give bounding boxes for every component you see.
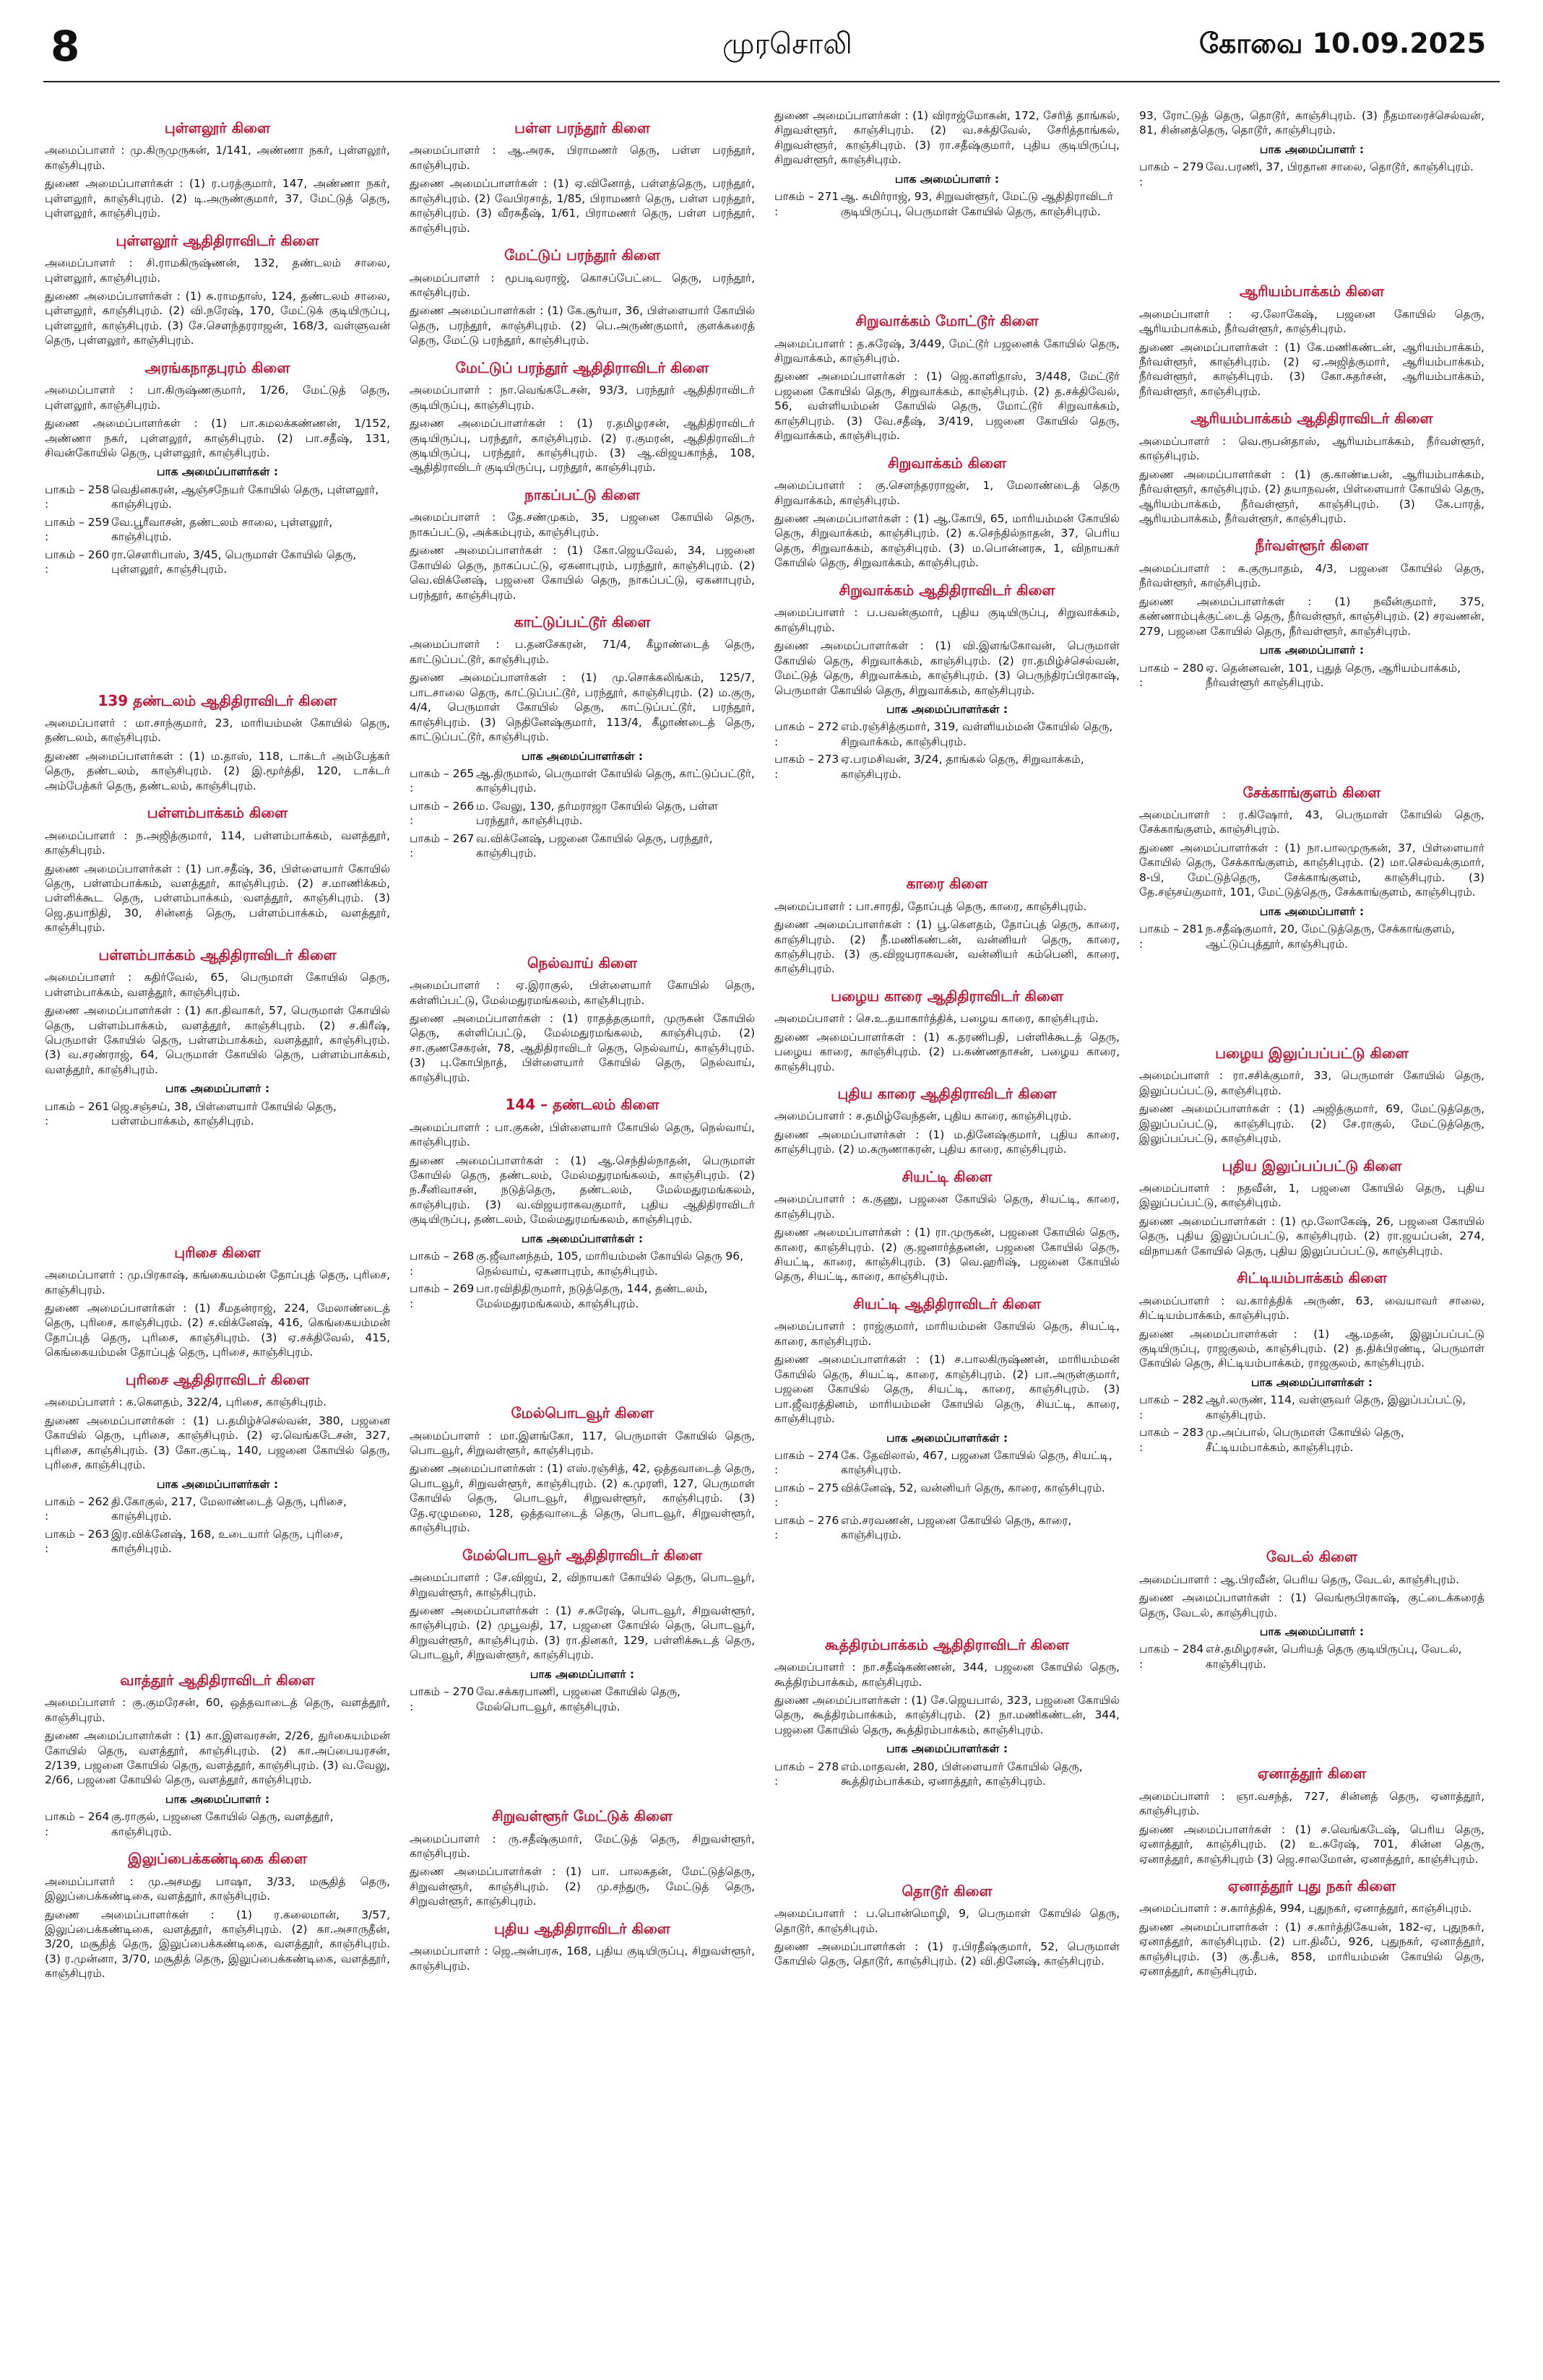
ward-coordinator: கு.ஜீவானந்தம், 105, மாரியம்மன் கோயில் தெரு 96, நெல்வாய், ஏகனாபுரம், காஞ்சிபுரம்.: [476, 1250, 744, 1278]
spacer: [410, 1314, 755, 1393]
spacer: [774, 1546, 1120, 1625]
section-subheading: பாக அமைப்பாளர்கள் :: [156, 465, 279, 479]
branch-heading: சிறுவாக்கம் கிளை: [888, 454, 1006, 472]
office-bearer-entry: அமைப்பாளர் : பா.குகன், பிள்ளையார் கோயில் தெரு, நெல்வாய், காஞ்சிபுரம்.: [410, 1120, 755, 1149]
office-bearer-entry: அமைப்பாளர் : ந.அஜித்குமார், 114, பள்ளம்பாக்கம், வளத்தூர், காஞ்சிபுரம்.: [45, 828, 390, 857]
spacer: [1139, 1458, 1484, 1537]
section-subheading: பாக அமைப்பாளர் :: [1259, 142, 1365, 156]
office-bearer-entry: அமைப்பாளர் : நதவீன், 1, பஜனை கோயில் தெரு, புதிய இலுப்பப்பட்டு, காஞ்சிபுரம்.: [1139, 1182, 1484, 1210]
office-bearer-entry: அமைப்பாளர் : மூபடிவராஜ், கொசப்பேட்டை தெரு, பரந்தூர், காஞ்சிபுரம்.: [410, 271, 755, 299]
office-bearer-entry: துணை அமைப்பாளர்கள் : (1) மூ.லோகேஷ், 26, பஜனை கோயில் தெரு, புதிய இலுப்பப்பட்டு, காஞ்சிபுரம். (2) ரா.ஜயப்பன், 274, விநாயகர் கோயில் தெரு, புதிய இலுப்பப்பட்டு, காஞ்சிபுரம்.: [1139, 1214, 1484, 1258]
branch-heading: புரிசை ஆதிதிராவிடர் கிளை: [125, 1370, 310, 1388]
branch-heading: இலுப்பைக்கண்டிகை கிளை: [128, 1850, 307, 1868]
ward-entry: [1139, 1642, 1484, 1671]
spacer: [774, 784, 1120, 864]
office-bearer-entry: அமைப்பாளர் : ஜெ.அன்பரசு, 168, புதிய குடியிருப்பு, சிறுவள்ளூர், காஞ்சிபுரம்.: [410, 1944, 755, 1973]
ward-coordinator: ஆர்.லருண், 114, வள்ளுவர் தெரு, இலுப்பப்பட்டு, காஞ்சிபுரம்.: [1206, 1393, 1466, 1421]
ward-number: பாகம் – 278 :: [774, 1760, 839, 1788]
ward-entry: [1139, 922, 1484, 951]
ward-number: பாகம் – 276 :: [774, 1513, 839, 1542]
office-bearer-entry: அமைப்பாளர் : ஆ.அரசு, பிராமணர் தெரு, பள்ள பரந்தூர், காஞ்சிபுரம்.: [410, 144, 755, 172]
spacer: [1139, 954, 1484, 1034]
branch-heading: நெல்வாய் கிளை: [527, 953, 638, 972]
header-rule: [43, 81, 1500, 82]
ward-entry: [45, 1527, 390, 1557]
office-bearer-entry: துணை அமைப்பாளர்கள் : (1) நா.பாலமுருகன், 37, பிள்ளையார் கோயில் தெரு, சேக்காங்குளம், காஞ்சிபுரம். (2) மா.செல்வக்குமார், 8-பி, மேட்டுத்தெரு, சேக்காங்குளம், காஞ்சிபுரம். (3) தே.சஞ்சய்குமார், 101, மேட்டுத்தெரு, சேக்காங்குளம், காஞ்சிபுரம்.: [1139, 841, 1484, 899]
ward-coordinator: இர.விக்னேஷ், 168, உடையார் தெரு, புரிசை, காஞ்சிபுரம்.: [111, 1527, 343, 1556]
branch-heading: சியட்டி கிளை: [902, 1167, 993, 1185]
ward-coordinator: ம. வேலு, 130, தர்மராஜா கோயில் தெரு, பள்ள பரந்தூர், காஞ்சிபுரம்.: [476, 799, 718, 828]
ward-entry: [774, 752, 1120, 782]
section-subheading: பாக அமைப்பாளர்கள் :: [156, 1477, 279, 1491]
branch-heading: நீர்வள்ளூர் கிளை: [1255, 537, 1369, 555]
ward-entry: [45, 1809, 390, 1839]
ward-coordinator: விக்னேஷ், 52, வன்னியர் தெரு, காரை, காஞ்சிபுரம்.: [841, 1481, 1105, 1494]
section-subheading: பாக அமைப்பாளர் :: [1259, 1624, 1365, 1638]
office-bearer-entry: அமைப்பாளர் : சே.விஜய், 2, விநாயகர் கோயில் தெரு, பொடவூர், சிறுவள்ளூர், காஞ்சிபுரம்.: [410, 1571, 755, 1599]
office-bearer-entry: துணை அமைப்பாளர்கள் : (1) பா. பாலசுதன், மேட்டுத்தெரு, சிறுவள்ளூர், காஞ்சிபுரம். (2) மு.சந்துரு, மேட்டுத் தெரு, சிறுவள்ளூர், காஞ்சிபுரம்.: [410, 1865, 755, 1908]
office-bearer-entry: துணை அமைப்பாளர்கள் : (1) கே.சூர்யா, 36, பிள்ளையார் கோயில் தெரு, பரந்தூர், காஞ்சிபுரம். (2) பெ.அருண்குமார், குளக்கரைத் தெரு, மேட்டு பரந்தூர், காஞ்சிபுரம்.: [410, 304, 755, 347]
spacer: [45, 1559, 390, 1661]
spacer: [1139, 693, 1484, 773]
office-bearer-entry: துணை அமைப்பாளர்கள் : (1) ர.கலைமான், 3/57, இலுப்பைக்கண்டிகை, வளத்தூர், காஞ்சிபுரம். (2) கா.அசாருதீன், 3/20, மசூதித் தெரு, இலுப்பைக்கண்டிகை, வளத்தூர், காஞ்சிபுரம். (3) ர.முன்னா, 3/70, மசூதித் தெரு, இலுப்பைக்கண்டிகை, வளத்தூர், காஞ்சிபுரம்.: [45, 1908, 390, 1981]
office-bearer-entry: துணை அமைப்பாளர்கள் : (1) ராதத்தகுமார், முருகன் கோயில் தெரு, கள்ளிப்பட்டு, மேல்மதுரமங்கலம், காஞ்சிபுரம். (2) சா.குணசேகரன், 78, ஆதிதிராவிடர் தெரு, நெல்வாய், காஞ்சிபுரம். (3) பு.கோபிநாத், பிள்ளையார் கோயில் தெரு, நெல்வாய், காஞ்சிபுரம்.: [410, 1012, 755, 1084]
office-bearer-entry: அமைப்பாளர் : தே.சண்முகம், 35, பஜனை கோயில் தெரு, நாகப்பட்டு, அக்கம்புரம், காஞ்சிபுரம்.: [410, 511, 755, 539]
branch-heading: பள்ளம்பாக்கம் ஆதிதிராவிடர் கிளை: [98, 945, 337, 964]
ward-coordinator: ரா.சௌரிபாஸ், 3/45, பெருமாள் கோயில் தெரு, புள்ளலூர், காஞ்சிபுரம்.: [111, 548, 357, 576]
section-subheading: பாக அமைப்பாளர் :: [165, 1792, 270, 1806]
spacer: [410, 864, 755, 943]
ward-entry: [774, 719, 1120, 749]
office-bearer-entry: துணை அமைப்பாளர்கள் : (1) ஏ.வினோத், பள்ளத்தெரு, பரந்தூர், காஞ்சிபுரம். (2) வேபிரசாத், 1/85, பிராமணர் தெரு, பள்ள பரந்தூர், காஞ்சிபுரம். (3) வீரசுதீஷ், 1/61, பிராமணர் தெரு, பள்ள பரந்தூர், காஞ்சிபுரம்.: [410, 177, 755, 235]
office-bearer-entry: துணை அமைப்பாளர்கள் : (1) மு.சொக்கலிங்கம், 125/7, பாடசாலை தெரு, காட்டுப்பட்டூர், பரந்தூர், காஞ்சிபுரம். (2) ம.குரு, 4/4, பெருமாள் கோயில் தெரு, காட்டுப்பட்டூர், பரந்தூர், காஞ்சிபுரம். (3) நெதினேஷ்குமார், 113/4, கீழாண்டைத் தெரு, காட்டுப்பட்டூர், காஞ்சிபுரம்.: [410, 671, 755, 744]
office-bearer-entry: துணை அமைப்பாளர்கள் : (1) பூ.கௌதம், தோப்புத் தெரு, காரை, காஞ்சிபுரம். (2) நீ.மணிகண்டன், வன்னியர் தெரு, காரை, காஞ்சிபுரம். (3) கு.விஜயராகவன், வன்னியர் கம்பெனி, காரை, காஞ்சிபுரம்.: [774, 918, 1120, 976]
ward-number: பாகம் – 284 :: [1139, 1643, 1204, 1671]
ward-number: பாகம் – 281 :: [1139, 922, 1204, 951]
ward-number: பாகம் – 267 :: [410, 831, 475, 860]
branch-heading: வாத்தூர் ஆதிதிராவிடர் கிளை: [120, 1671, 315, 1689]
office-bearer-entry: துணை அமைப்பாளர்கள் : (1) கா.திவாகர், 57, பெருமாள் கோயில் தெரு, பள்ளம்பாக்கம், வளத்தூர், காஞ்சிபுரம். (2) ச.கிரீஷ், பெருமாள் கோயில் தெரு, பள்ளம்பாக்கம், வளத்தூர், காஞ்சிபுரம். (3) வ.சரண்ராஜ், 64, பெருமாள் கோயில் தெரு, பள்ளம்பாக்கம், வளத்தூர், காஞ்சிபுரம்.: [45, 1004, 390, 1076]
office-bearer-entry: துணை அமைப்பாளர்கள் : (1) அஜித்குமார், 69, மேட்டுத்தெரு, இலுப்பப்பட்டு, காஞ்சிபுரம். (2) சே.ராகுல், மேட்டுத்தெரு, இலுப்பப்பட்டு, காஞ்சிபுரம்.: [1139, 1102, 1484, 1146]
branch-heading: கூத்திரம்பாக்கம் ஆதிதிராவிடர் கிளை: [824, 1635, 1070, 1653]
ward-number: பாகம் – 261 :: [45, 1099, 110, 1128]
office-bearer-entry: துணை அமைப்பாளர்கள் : (1) கே.மணிகண்டன், ஆரியம்பாக்கம், நீர்வள்ளூர், காஞ்சிபுரம். (2) ஏ.அஜித்குமார், ஆரியம்பாக்கம், நீர்வள்ளூர், காஞ்சிபுரம். (3) கோ.சுதர்சன், ஆரியம்பாக்கம், நீர்வள்ளூர், காஞ்சிபுரம்.: [1139, 340, 1484, 398]
branch-heading: மேட்டுப் பரந்தூர் கிளை: [504, 246, 660, 264]
branch-heading: ஆரியம்பாக்கம் கிளை: [1239, 282, 1385, 300]
ward-entry: [410, 1249, 755, 1278]
ward-entry: [410, 1281, 755, 1311]
branch-heading: பள்ளம்பாக்கம் கிளை: [147, 804, 288, 822]
section-subheading: பாக அமைப்பாளர் :: [1259, 904, 1365, 918]
ward-coordinator: எம்.ரஞ்சித்குமார், 319, வள்ளியம்மன் கோயில் தெரு, சிறுவாக்கம், காஞ்சிபுரம்.: [841, 720, 1113, 748]
spacer: [1139, 192, 1484, 272]
ward-entry: [1139, 160, 1484, 189]
ward-number: பாகம் – 266 :: [410, 799, 475, 828]
office-bearer-entry: அமைப்பாளர் : மு.அசமது பாஷா, 3/33, மசூதித் தெரு, இலுப்பைக்கண்டிகை, வளத்தூர், காஞ்சிபுரம்.: [45, 1874, 390, 1903]
ward-coordinator: ஏ. தென்னவன், 101, புதுத் தெரு, ஆரியம்பாக்கம், நீர்வள்ளூர் காஞ்சிபுரம்.: [1206, 661, 1461, 690]
ward-entry: [774, 1481, 1120, 1510]
ward-coordinator: வெதினகரன், ஆஞ்சநேயர் கோயில் தெரு, புள்ளலூர், காஞ்சிபுரம்.: [111, 483, 379, 511]
spacer: [410, 1717, 755, 1796]
ward-number: பாகம் – 271 :: [774, 190, 839, 218]
office-bearer-entry: அமைப்பாளர் : ரா.சசிக்குமார், 33, பெருமாள் கோயில் தெரு, இலுப்பப்பட்டு, காஞ்சிபுரம்.: [1139, 1069, 1484, 1097]
section-subheading: பாக அமைப்பாளர் :: [1259, 644, 1365, 657]
section-subheading: பாக அமைப்பாளர்கள் :: [521, 749, 644, 763]
office-bearer-entry: துணை அமைப்பாளர்கள் : (1) சு.ராமதாஸ், 124, தண்டலம் சாலை, புள்ளலூர், காஞ்சிபுரம். (2) வி.நரேஷ், 170, மேட்டுக் குடியிருப்பு, புள்ளலூர், காஞ்சிபுரம். (3) சே.சௌந்தரராஜன், 168/3, வள்ளுவன் தெரு, புள்ளலூர், காஞ்சிபுரம்.: [45, 289, 390, 347]
branch-heading: வேடல் கிளை: [1266, 1548, 1358, 1566]
office-bearer-entry: அமைப்பாளர் : ராஜ்குமார், மாரியம்மன் கோயில் தெரு, சியட்டி, காரை, காஞ்சிபுரம்.: [774, 1320, 1120, 1348]
ward-entry: [45, 1099, 390, 1129]
office-bearer-entry: துணை அமைப்பாளர்கள் : (1) ச.வெங்கடேஷ், பெரிய தெரு, ஏனாத்தூர், காஞ்சிபுரம். (2) உ.சுரேஷ், 701, சின்ன தெரு, ஏனாத்தூர், காஞ்சிபுரம் (3) ஜெ.சாலமோன், ஏனாத்தூர், காஞ்சிபுரம்.: [1139, 1822, 1484, 1866]
ward-number: பாகம் – 275 :: [774, 1481, 839, 1510]
office-bearer-entry: அமைப்பாளர் : க.குருபாதம், 4/3, பஜனை கோயில் தெரு, நீர்வள்ளூர், காஞ்சிபுரம்.: [1139, 561, 1484, 590]
branch-heading: தொடூர் கிளை: [902, 1882, 993, 1900]
office-bearer-entry: அமைப்பாளர் : க.கௌதம், 322/4, புரிசை, காஞ்சிபுரம்.: [45, 1395, 327, 1409]
ward-entry: [45, 515, 390, 545]
ward-coordinator: எம்.சரவணன், பஜனை கோயில் தெரு, காரை, காஞ்சிபுரம்.: [841, 1513, 1072, 1542]
office-bearer-entry: துணை அமைப்பாளர்கள் : (1) ர.பரத்குமார், 147, அண்ணா நகர், புள்ளலூர், காஞ்சிபுரம். (2) டி.அருண்குமார், 37, மேட்டுத் தெரு, புள்ளலூர், காஞ்சிபுரம்.: [45, 177, 390, 220]
office-bearer-entry: அமைப்பாளர் : பா.சாரதி, தோப்புத் தெரு, காரை, காஞ்சிபுரம்.: [774, 899, 1087, 913]
branch-heading: காட்டுப்பட்டூர் கிளை: [514, 613, 651, 631]
office-bearer-entry: அமைப்பாளர் : ப.பவன்குமார், புதிய குடியிருப்பு, சிறுவாக்கம், காஞ்சிபுரம்.: [774, 606, 1120, 634]
spacer: [45, 580, 390, 681]
office-bearer-entry: அமைப்பாளர் : கு.குமரேசன், 60, ஒத்தவாடைத் தெரு, வளத்தூர், காஞ்சிபுரம்.: [45, 1696, 390, 1724]
office-bearer-entry: அமைப்பாளர் : செ.உ.தயாகார்த்திக், பழைய காரை, காஞ்சிபுரம்.: [774, 1012, 1099, 1026]
branch-heading: புள்ளலூர் ஆதிதிராவிடர் கிளை: [116, 231, 319, 249]
office-bearer-entry: துணை அமைப்பாளர்கள் : (1) சீமதன்ராஜ், 224, மேலாண்டைத் தெரு, புரிசை, காஞ்சிபுரம். (2) ச.விக்னேஷ், 416, கெங்கையம்மன் தோப்புத் தெரு, புரிசை, காஞ்சிபுரம். (3) ஏ.சக்திவேல், 415, கெங்கையம்மன் தோப்புத் தெரு, புரிசை, காஞ்சிபுரம்.: [45, 1302, 390, 1359]
section-subheading: பாக அமைப்பாளர்கள் :: [886, 702, 1008, 716]
office-bearer-entry: அமைப்பாளர் : நா.சதீஷ்கண்ணன், 344, பஜனை கோயில் தெரு, கூத்திரம்பாக்கம், காஞ்சிபுரம்.: [774, 1661, 1120, 1689]
office-bearer-entry: துணை அமைப்பாளர்கள் : (1) ஆ.செந்தில்நாதன், பெருமாள் கோயில் தெரு, தண்டலம், மேல்மதுரமங்கலம், காஞ்சிபுரம். (2) ந.சீனிவாசன், நடுத்தெரு, தண்டலம், மேல்மதுரமங்கலம், காஞ்சிபுரம். (3) வ.விஜயராகவகுமார், புதிய ஆதிதிராவிடர் குடியிருப்பு, தண்டலம், மேல்மதுரமங்கலம், காஞ்சிபுரம்.: [410, 1154, 755, 1226]
office-bearer-entry: துணை அமைப்பாளர்கள் : (1) ம.தாஸ், 118, டாக்டர் அம்பேத்கர் தெரு, தண்டலம், காஞ்சிபுரம். (2) இ.மூர்த்தி, 120, டாக்டர் அம்பேத்கர் தெரு, தண்டலம், காஞ்சிபுரம்.: [45, 749, 390, 792]
office-bearer-entry: துணை அமைப்பாளர்கள் : (1) வெங்ரூபிரகாஷ், குட்டைக்கரைத் தெரு, வேடல், காஞ்சிபுரம்.: [1139, 1591, 1484, 1619]
ward-entry: [774, 1760, 1120, 1789]
office-bearer-entry: அமைப்பாளர் : கதிர்வேல், 65, பெருமாள் கோயில் தெரு, பள்ளம்பாக்கம், வளத்தூர், காஞ்சிபுரம்.: [45, 971, 390, 999]
branch-heading: 139 தண்டலம் ஆதிதிராவிடர் கிளை: [98, 691, 337, 709]
ward-coordinator: தி.கோகுல், 217, மேலாண்டைத் தெரு, புரிசை, காஞ்சிபுரம்.: [111, 1494, 347, 1523]
ward-coordinator: வே.சக்கரபாணி, பஜனை கோயில் தெரு, மேல்பொடவூர், காஞ்சிபுரம்.: [476, 1685, 680, 1713]
office-bearer-entry: துணை அமைப்பாளர்கள் : (1) சே.ஜெயபால், 323, பஜனை கோயில் தெரு, கூத்திரம்பாக்கம், காஞ்சிபுரம். (2) நா.மணிகண்டன், 344, பஜனை கோயில் தெரு, கூத்திரம்பாக்கம், காஞ்சிபுரம்.: [774, 1693, 1120, 1736]
ward-entry: [774, 1448, 1120, 1478]
office-bearer-entry: அமைப்பாளர் : ஏ.இராகுல், பிள்ளையார் கோயில் தெரு, கள்ளிப்பட்டு, மேல்மதுரமங்கலம், காஞ்சிபுரம்.: [410, 979, 755, 1007]
office-bearer-entry: துணை அமைப்பாளர்கள் : (1) விராஜ்மோகன், 172, சேரித் தாங்கல், சிறுவள்ளூர், காஞ்சிபுரம். (2) வ.சக்திவேல், சேரித்தாங்கல், சிறுவள்ளூர், காஞ்சிபுரம். (3) ரா.சதீஷ்குமார், புதிய குடியிருப்பு, சிறுவள்ளூர், காஞ்சிபுரம்.: [774, 109, 1120, 167]
ward-number: பாகம் – 279 :: [1139, 160, 1204, 189]
ward-coordinator: ஆ. சுமிர்ராஜ், 93, சிறுவள்ளூர், மேட்டு ஆதிதிராவிடர் குடியிருப்பு, பெருமாள் கோயில் தெரு, காஞ்சிபுரம்.: [841, 190, 1113, 218]
branch-heading: சியட்டி ஆதிதிராவிடர் கிளை: [853, 1294, 1041, 1312]
spacer: [1139, 1674, 1484, 1754]
branch-heading: சிறுவாக்கம் ஆதிதிராவிடர் கிளை: [839, 581, 1055, 599]
office-bearer-entry: துணை அமைப்பாளர்கள் : (1) வி.இளங்கோவன், பெருமாள் கோயில் தெரு, சிறுவாக்கம், காஞ்சிபுரம். (2) ரா.தமிழ்ச்செல்வன், மேட்டுத் தெரு, சிறுவாக்கம், காஞ்சிபுரம். (3) பெருந்திரப்பிரகாஷ், பெருமாள் கோயில் தெரு, சிறுவாக்கம், காஞ்சிபுரம்.: [774, 639, 1120, 697]
section-subheading: பாக அமைப்பாளர்கள் :: [886, 1431, 1008, 1445]
branch-heading: சேக்காங்குளம் கிளை: [1242, 783, 1381, 801]
office-bearer-entry: அமைப்பாளர் : ரு.சதீஷ்குமார், மேட்டுத் தெரு, சிறுவள்ளூர், காஞ்சிபுரம்.: [410, 1832, 755, 1860]
column-2: [410, 108, 755, 1977]
column-3: [774, 108, 1120, 1973]
office-bearer-entry: அமைப்பாளர் : மா.சாந்குமார், 23, மாரியம்மன் கோயில் தெரு, தண்டலம், காஞ்சிபுரம்.: [45, 716, 390, 745]
office-bearer-entry: துணை அமைப்பாளர்கள் : (1) ச.சுரேஷ், பொடவூர், சிறுவள்ளூர், காஞ்சிபுரம். (2) முபூவதி, 17, பஜனை கோயில் தெரு, பொடவூர், சிறுவள்ளூர், காஞ்சிபுரம். (3) ரா.தினகர், 129, பள்ளிக்கூடத் தெரு, பொடவூர், சிறுவள்ளூர், காஞ்சிபுரம்.: [410, 1604, 755, 1662]
branch-heading: புரிசை கிளை: [174, 1243, 261, 1261]
office-bearer-entry: துணை அமைப்பாளர்கள் : (1) பா.கமலக்கண்ணன், 1/152, அண்ணா நகர், புள்ளலூர், காஞ்சிபுரம். (2) பா.சதீஷ், 131, சிவன்கோயில் தெரு, புள்ளலூர், காஞ்சிபுரம்.: [45, 417, 390, 459]
office-bearer-entry: அமைப்பாளர் : க.குணு, பஜனை கோயில் தெரு, சியட்டி, காரை, காஞ்சிபுரம்.: [774, 1193, 1120, 1221]
masthead: [0, 0, 1543, 79]
office-bearer-entry: துணை அமைப்பாளர்கள் : (1) க.தரணிபதி, பள்ளிக்கூடத் தெரு, பழைய காரை, காஞ்சிபுரம். (2) ப.கண்ணதாசன், பழைய காரை, காஞ்சிபுரம்.: [774, 1030, 1120, 1073]
ward-number: பாகம் – 274 :: [774, 1448, 839, 1477]
ward-number: பாகம் – 283 :: [1139, 1426, 1204, 1454]
office-bearer-entry: அமைப்பாளர் : வ.கார்த்திக் அருண், 63, வையாவர் சாலை, சிட்டியம்பாக்கம், காஞ்சிபுரம்.: [1139, 1294, 1484, 1323]
ward-number: பாகம் – 280 :: [1139, 661, 1204, 690]
newspaper-name: முரசொலி: [722, 27, 852, 61]
ward-coordinator: பா.ரவிதிதிருமார், நடுத்தெரு, 144, தண்டலம், மேல்மதுரமங்கலம், காஞ்சிபுரம்.: [476, 1282, 708, 1310]
ward-coordinator: எம்.மாதவன், 280, பிள்ளையார் கோயில் தெரு, கூத்திரம்பாக்கம், ஏனாத்தூர், காஞ்சிபுரம்.: [841, 1760, 1083, 1788]
branch-heading: ஆரியம்பாக்கம் ஆதிதிராவிடர் கிளை: [1190, 410, 1433, 428]
branch-heading: பழைய இலுப்பப்பட்டு கிளை: [1215, 1044, 1409, 1062]
office-bearer-entry: அமைப்பாளர் : வெ.ரூபன்தாஸ், ஆரியம்பாக்கம், நீர்வள்ளூர், காஞ்சிபுரம்.: [1139, 434, 1484, 463]
column-1: [45, 108, 390, 1985]
ward-number: பாகம் – 264 :: [45, 1810, 110, 1838]
section-subheading: பாக அமைப்பாளர் :: [530, 1667, 635, 1681]
ward-entry: [774, 1513, 1120, 1543]
office-bearer-entry: துணை அமைப்பாளர்கள் : (1) ஆ.கோபி, 65, மாரியம்மன் கோயில் தெரு, சிறுவாக்கம், காஞ்சிபுரம். (2) க.செந்தில்நாதன், 37, பெரிய தெரு, சிறுவாக்கம், காஞ்சிபுரம். (3) ம.பொன்னரசு, 1, விநாயகர் கோயில் தெரு, சிறுவாக்கம், காஞ்சிபுரம்.: [774, 512, 1120, 570]
ward-coordinator: கே. தேவிலால், 467, பஜனை கோயில் தெரு, சியட்டி, காஞ்சிபுரம்.: [841, 1448, 1112, 1477]
office-bearer-entry: துணை அமைப்பாளர்கள் : (1) ஆ.மதன், இலுப்பப்பட்டு குடியிருப்பு, ராஜகுலம், காஞ்சிபுரம். (2) த.திக்பிரண்டி, பெருமாள் கோயில் தெரு, சிட்டியம்பாக்கம், ராஜகுலம், காஞ்சிபுரம்.: [1139, 1327, 1484, 1370]
section-subheading: பாக அமைப்பாளர்கள் :: [886, 1742, 1008, 1756]
section-subheading: பாக அமைப்பாளர்கள் :: [1250, 1375, 1373, 1389]
office-bearer-entry: அமைப்பாளர் : ப.பொன்மொழி, 9, பெருமாள் கோயில் தெரு, தொடூர், காஞ்சிபுரம்.: [774, 1907, 1120, 1935]
office-bearer-entry: அமைப்பாளர் : மா.இளங்கோ, 117, பெருமாள் கோயில் தெரு, பொடவூர், சிறுவள்ளூர், காஞ்சிபுரம்.: [410, 1429, 755, 1457]
ward-entry: [410, 766, 755, 796]
branch-heading: பள்ள பரந்தூர் கிளை: [514, 119, 650, 137]
ward-number: பாகம் – 260 :: [45, 548, 110, 576]
ward-number: பாகம் – 265 :: [410, 767, 475, 795]
ward-number: பாகம் – 273 :: [774, 753, 839, 781]
branch-heading: ஏனாத்தூர் புது நகர் கிளை: [1227, 1877, 1396, 1895]
office-bearer-entry: துணை அமைப்பாளர்கள் : (1) ர.பிரதீஷ்குமார், 52, பெருமாள் கோயில் தெரு, தொடூர், காஞ்சிபுரம். (2) வி.தினேஷ், காஞ்சிபுரம்.: [774, 1939, 1120, 1968]
spacer: [45, 1132, 390, 1233]
page-number: 8: [51, 22, 80, 71]
ward-number: பாகம் – 270 :: [410, 1685, 475, 1713]
ward-coordinator: ந.சதீஷ்குமார், 20, மேட்டுத்தெரு, சேக்காங்குளம், ஆட்டுப்புத்தூர், காஞ்சிபுரம்.: [1206, 922, 1455, 951]
branch-heading: பழைய காரை ஆதிதிராவிடர் கிளை: [831, 987, 1063, 1005]
office-bearer-entry: துணை அமைப்பாளர்கள் : (1) கா.இளவரசன், 2/26, துர்கையம்மன் கோயில் தெரு, வளத்தூர், காஞ்சிபுரம். (2) கா.அப்பையரசன், 2/139, பஜனை கோயில் தெரு, வளத்தூர், காஞ்சிபுரம். (3) வ.வேலு, 2/66, பஜனை கோயில் தெரு, வளத்தூர், காஞ்சிபுரம்.: [45, 1729, 390, 1787]
office-bearer-entry: அமைப்பாளர் : ஆ.பிரவீன், பெரிய தெரு, வேடல், காஞ்சிபுரம்.: [1139, 1572, 1460, 1586]
ward-coordinator: எச்.தமிழரசன், பெரியத் தெரு குடியிருப்பு, வேடல், காஞ்சிபுரம்.: [1206, 1643, 1462, 1671]
office-bearer-entry: அமைப்பாளர் : சி.ராமகிருஷ்ணன், 132, தண்டலம் சாலை, புள்ளலூர், காஞ்சிபுரம்.: [45, 256, 390, 285]
branch-heading: 144 – தண்டலம் கிளை: [505, 1096, 660, 1114]
office-bearer-entry: துணை அமைப்பாளர்கள் : (1) நவீன்குமார், 375, கண்ணாம்புக்குட்டைத் தெரு, நீர்வள்ளூர், காஞ்சிபுரம். (2) சரவணன், 279, பஜனை கோயில் தெரு, நீர்வள்ளூர், காஞ்சிபுரம்.: [1139, 594, 1484, 638]
office-bearer-entry: துணை அமைப்பாளர்கள் : (1) கோ.ஜெயவேல், 34, பஜனை கோயில் தெரு, நாகப்பட்டு, ஏகனாபுரம், பரந்தூர், காஞ்சிபுரம். (2) வெ.விக்னேஷ், பஜனை கோயில் தெரு, நாகப்பட்டு, ஏகனாபுரம், பரந்தூர், காஞ்சிபுரம்.: [410, 544, 755, 602]
office-bearer-entry: அமைப்பாளர் : ஏ.லோகேஷ், பஜனை கோயில் தெரு, ஆரியம்பாக்கம், நீர்வள்ளூர், காஞ்சிபுரம்.: [1139, 307, 1484, 336]
ward-number: பாகம் – 268 :: [410, 1250, 475, 1278]
ward-coordinator: ஆ.திருமால், பெருமாள் கோயில் தெரு, காட்டுப்பட்டூர், காஞ்சிபுரம்.: [476, 767, 755, 795]
office-bearer-entry: துணை அமைப்பாளர்கள் : (1) ச.பாலகிருஷ்ணன், மாரியம்மன் கோயில் தெரு, சியட்டி, காரை, காஞ்சிபுரம். (2) பா.அருள்குமார், பஜனை கோயில் தெரு, சியட்டி, காரை, காஞ்சிபுரம். (3) பா.ஜீவரத்தினம், மாரியம்மன் கோயில் தெரு, சியட்டி, காரை, காஞ்சிபுரம்.: [774, 1353, 1120, 1426]
column-4: [1139, 108, 1484, 1983]
ward-coordinator: ஏ.பரமசிவன், 3/24, தாங்கல் தெரு, சிறுவாக்கம், காஞ்சிபுரம்.: [841, 753, 1084, 781]
ward-coordinator: வே.பூரீவாசன், தண்டலம் சாலை, புள்ளலூர், காஞ்சிபுரம்.: [111, 515, 333, 544]
office-bearer-entry: 93, ரோட்டுத் தெரு, தொடூர், காஞ்சிபுரம். (3) நீதமாரைச்செல்வன், 81, சின்னத்தெரு, தொடூர், காஞ்சிபுரம்.: [1139, 109, 1484, 137]
ward-entry: [45, 548, 390, 577]
branch-heading: காரை கிளை: [906, 875, 988, 893]
ward-coordinator: கு.ராகுல், பஜனை கோயில் தெரு, வளத்தூர், காஞ்சிபுரம்.: [111, 1810, 334, 1838]
office-bearer-entry: அமைப்பாளர் : த.சுரேஷ், 3/449, மேட்டூர் பஜனைக் கோயில் தெரு, சிறுவாக்கம், காஞ்சிபுரம்.: [774, 337, 1120, 365]
branch-heading: மேல்பொடவூர் ஆதிதிராவிடர் கிளை: [462, 1546, 702, 1564]
office-bearer-entry: அமைப்பாளர் : ப.தனசேகரன், 71/4, கீழாண்டைத் தெரு, காட்டுப்பட்டூர், காஞ்சிபுரம்.: [410, 638, 755, 666]
office-bearer-entry: அமைப்பாளர் : கு.சௌந்தரராஜன், 1, மேலாண்டைத் தெரு சிறுவாக்கம், காஞ்சிபுரம்.: [774, 479, 1120, 507]
edition-date: கோவை 10.09.2025: [1199, 27, 1487, 59]
branch-heading: சிட்டியம்பாக்கம் கிளை: [1236, 1269, 1388, 1287]
branch-heading: அரங்கநாதபுரம் கிளை: [144, 358, 290, 376]
ward-number: பாகம் – 263 :: [45, 1527, 110, 1556]
ward-entry: [45, 1494, 390, 1524]
office-bearer-entry: துணை அமைப்பாளர்கள் : (1) ச.கார்த்திகேயன், 182-ஏ, புதுநகர், ஏனாத்தூர், காஞ்சிபுரம். (2) பா.திலீப், 926, புதுநகர், ஏனாத்தூர், காஞ்சிபுரம். (3) கு.தீபக், 858, மாரியம்மன் கோயில் தெரு, ஏனாத்தூர், காஞ்சிபுரம்.: [1139, 1920, 1484, 1978]
spacer: [774, 1792, 1120, 1871]
section-subheading: பாக அமைப்பாளர் :: [894, 172, 1000, 186]
office-bearer-entry: துணை அமைப்பாளர்கள் : (1) ர.தமிழரசன், ஆதிதிராவிடர் குடியிருப்பு, பரந்தூர், காஞ்சிபுரம். (2) ர.குமரன், ஆதிதிராவிடர் குடியிருப்பு, பரந்தூர், காஞ்சிபுரம். (3) ஆ.விஜயகாந்த், 108, ஆதிதிராவிடர் குடியிருப்பு, பரந்தூர், காஞ்சிபுரம்.: [410, 417, 755, 475]
ward-coordinator: வே.பரணி, 37, பிரதான சாலை, தொடூர், காஞ்சிபுரம்.: [1206, 160, 1474, 174]
branch-heading: நாகப்பட்டு கிளை: [524, 485, 640, 503]
section-subheading: பாக அமைப்பாளர்கள் :: [521, 1232, 644, 1245]
ward-entry: [1139, 661, 1484, 691]
branch-heading: புதிய இலுப்பப்பட்டு கிளை: [1222, 1156, 1402, 1174]
spacer: [774, 222, 1120, 301]
office-bearer-entry: அமைப்பாளர் : ச.தமிழ்வேந்தன், புதிய காரை, காஞ்சிபுரம்.: [774, 1109, 1072, 1123]
ward-number: பாகம் – 272 :: [774, 720, 839, 748]
ward-number: பாகம் – 262 :: [45, 1494, 110, 1523]
ward-number: பாகம் – 269 :: [410, 1282, 475, 1310]
ward-coordinator: வ.விக்னேஷ், பஜனை கோயில் தெரு, பரந்தூர், காஞ்சிபுரம்.: [476, 831, 713, 860]
office-bearer-entry: துணை அமைப்பாளர்கள் : (1) ரா.முருகன், பஜனை கோயில் தெரு, காரை, காஞ்சிபுரம். (2) கு.ஜனார்த்தனன், பஜனை கோயில் தெரு, சியட்டி, காரை, காஞ்சிபுரம். (3) வெ.ஹரிஷ், பஜனை கோயில் தெரு, சியட்டி, காரை, காஞ்சிபுரம்.: [774, 1226, 1120, 1284]
ward-number: பாகம் – 258 :: [45, 483, 110, 511]
office-bearer-entry: துணை அமைப்பாளர்கள் : (1) எஸ்.ரஞ்சித், 42, ஒத்தவாடைத் தெரு, பொடவூர், சிறுவள்ளூர், காஞ்சிபுரம். (2) க.முரளி, 127, பெருமாள் கோயில் தெரு, பொடவூர், சிறுவள்ளூர், காஞ்சிபுரம். (3) தே.ஏழுமலை, 128, ஒத்தவாடைத் தெரு, பொடவூர், சிறுவள்ளூர், காஞ்சிபுரம்.: [410, 1462, 755, 1535]
office-bearer-entry: அமைப்பாளர் : மு.பிரகாஷ், கங்கையம்மன் தோப்புத் தெரு, புரிசை, காஞ்சிபுரம்.: [45, 1268, 390, 1297]
office-bearer-entry: துணை அமைப்பாளர்கள் : (1) கு.காண்டீபன், ஆரியம்பாக்கம், நீர்வள்ளூர், காஞ்சிபுரம். (2) தயாநவன், பிள்ளையார் கோயில் தெரு, ஆரியம்பாக்கம், நீர்வள்ளூர், காஞ்சிபுரம். (3) கே.பாரத், ஆரியம்பாக்கம், நீர்வள்ளூர், காஞ்சிபுரம்.: [1139, 467, 1484, 526]
office-bearer-entry: அமைப்பாளர் : மு.கிருமுருகன், 1/141, அண்ணா நகர், புள்ளலூர், காஞ்சிபுரம்.: [45, 144, 390, 172]
branch-heading: புதிய காரை ஆதிதிராவிடர் கிளை: [837, 1085, 1057, 1103]
branch-heading: மேட்டுப் பரந்தூர் ஆதிதிராவிடர் கிளை: [455, 358, 709, 376]
office-bearer-entry: துணை அமைப்பாளர்கள் : (1) ஜெ.காளிதாஸ், 3/448, மேட்டூர் பஜனை கோயில் தெரு, சிறுவாக்கம், காஞ்சிபுரம். (2) த.சக்திவேல், 56, வள்ளியம்மன் கோயில் தெரு, மோட்டூர் சிறுவாக்கம், காஞ்சிபுரம். (3) வே.சதீஷ், 3/419, பஜனை கோயில் தெரு, சிறுவாக்கம், காஞ்சிபுரம்.: [774, 370, 1120, 443]
office-bearer-entry: துணை அமைப்பாளர்கள் : (1) ப.தமிழ்ச்செல்வன், 380, பஜனை கோயில் தெரு, புரிசை, காஞ்சிபுரம். (2) ஏ.வெங்கடேசன், 327, புரிசை, காஞ்சிபுரம். (3) கோ.குட்டி, 140, பஜனை கோயில் தெரு, புரிசை, காஞ்சிபுரம்.: [45, 1414, 390, 1472]
branch-heading: சிறுவாக்கம் மோட்டூர் கிளை: [855, 312, 1039, 330]
ward-number: பாகம் – 282 :: [1139, 1393, 1204, 1421]
office-bearer-entry: துணை அமைப்பாளர்கள் : (1) பா.சதீஷ், 36, பிள்ளையார் கோயில் தெரு, பள்ளம்பாக்கம், வளத்தூர், காஞ்சிபுரம். (2) ச.மாணிக்கம், பள்ளிக்கூட தெரு, பள்ளம்பாக்கம், வளத்தூர், காஞ்சிபுரம். (3) ஜெ.தயாநிதி, 30, சின்னத் தெரு, பள்ளம்பாக்கம், வளத்தூர், காஞ்சிபுரம்.: [45, 862, 390, 935]
ward-coordinator: மு.அப்பால், பெருமாள் கோயில் தெரு, சீட்டியம்பாக்கம், காஞ்சிபுரம்.: [1206, 1426, 1404, 1454]
ward-entry: [410, 799, 755, 828]
branch-heading: சிறுவள்ளூர் மேட்டுக் கிளை: [492, 1807, 673, 1825]
branch-heading: புள்ளலூர் கிளை: [164, 119, 271, 137]
ward-number: பாகம் – 259 :: [45, 515, 110, 544]
ward-entry: [1139, 1425, 1484, 1455]
office-bearer-entry: துணை அமைப்பாளர்கள் : (1) ம.தினேஷ்குமார், புதிய காரை, காஞ்சிபுரம். (2) ம.கருணாகரன், புதிய காரை, காஞ்சிபுரம்.: [774, 1128, 1120, 1156]
office-bearer-entry: அமைப்பாளர் : ர.கிஷோர், 43, பெருமாள் கோயில் தெரு, சேக்காங்குளம், காஞ்சிபுரம்.: [1139, 808, 1484, 836]
office-bearer-entry: அமைப்பாளர் : நா.வெங்கடேசன், 93/3, பரந்தூர் ஆதிதிராவிடர் குடியிருப்பு, காஞ்சிபுரம்.: [410, 384, 755, 412]
ward-entry: [410, 1684, 755, 1714]
office-bearer-entry: அமைப்பாளர் : ஞா.வசந்த், 727, சின்னத் தெரு, ஏனாத்தூர், காஞ்சிபுரம்.: [1139, 1789, 1484, 1818]
branch-heading: புதிய ஆதிதிராவிடர் கிளை: [494, 1919, 670, 1937]
office-bearer-entry: அமைப்பாளர் : ச.கார்த்திக், 994, புதுநகர், ஏனாத்தூர், காஞ்சிபுரம்.: [1139, 1902, 1472, 1916]
ward-entry: [774, 189, 1120, 219]
branch-heading: மேல்பொடவூர் கிளை: [511, 1404, 654, 1422]
section-subheading: பாக அமைப்பாளர் :: [165, 1082, 270, 1096]
ward-entry: [410, 831, 755, 861]
ward-entry: [1139, 1393, 1484, 1422]
ward-coordinator: ஜெ.சஞ்சய், 38, பிள்ளையார் கோயில் தெரு, பள்ளம்பாக்கம், காஞ்சிபுரம்.: [111, 1099, 337, 1128]
ward-entry: [45, 483, 390, 512]
branch-heading: ஏனாத்தூர் கிளை: [1257, 1765, 1367, 1783]
office-bearer-entry: அமைப்பாளர் : பா.கிருஷ்ணகுமார், 1/26, மேட்டுத் தெரு, புள்ளலூர், காஞ்சிபுரம்.: [45, 384, 390, 412]
